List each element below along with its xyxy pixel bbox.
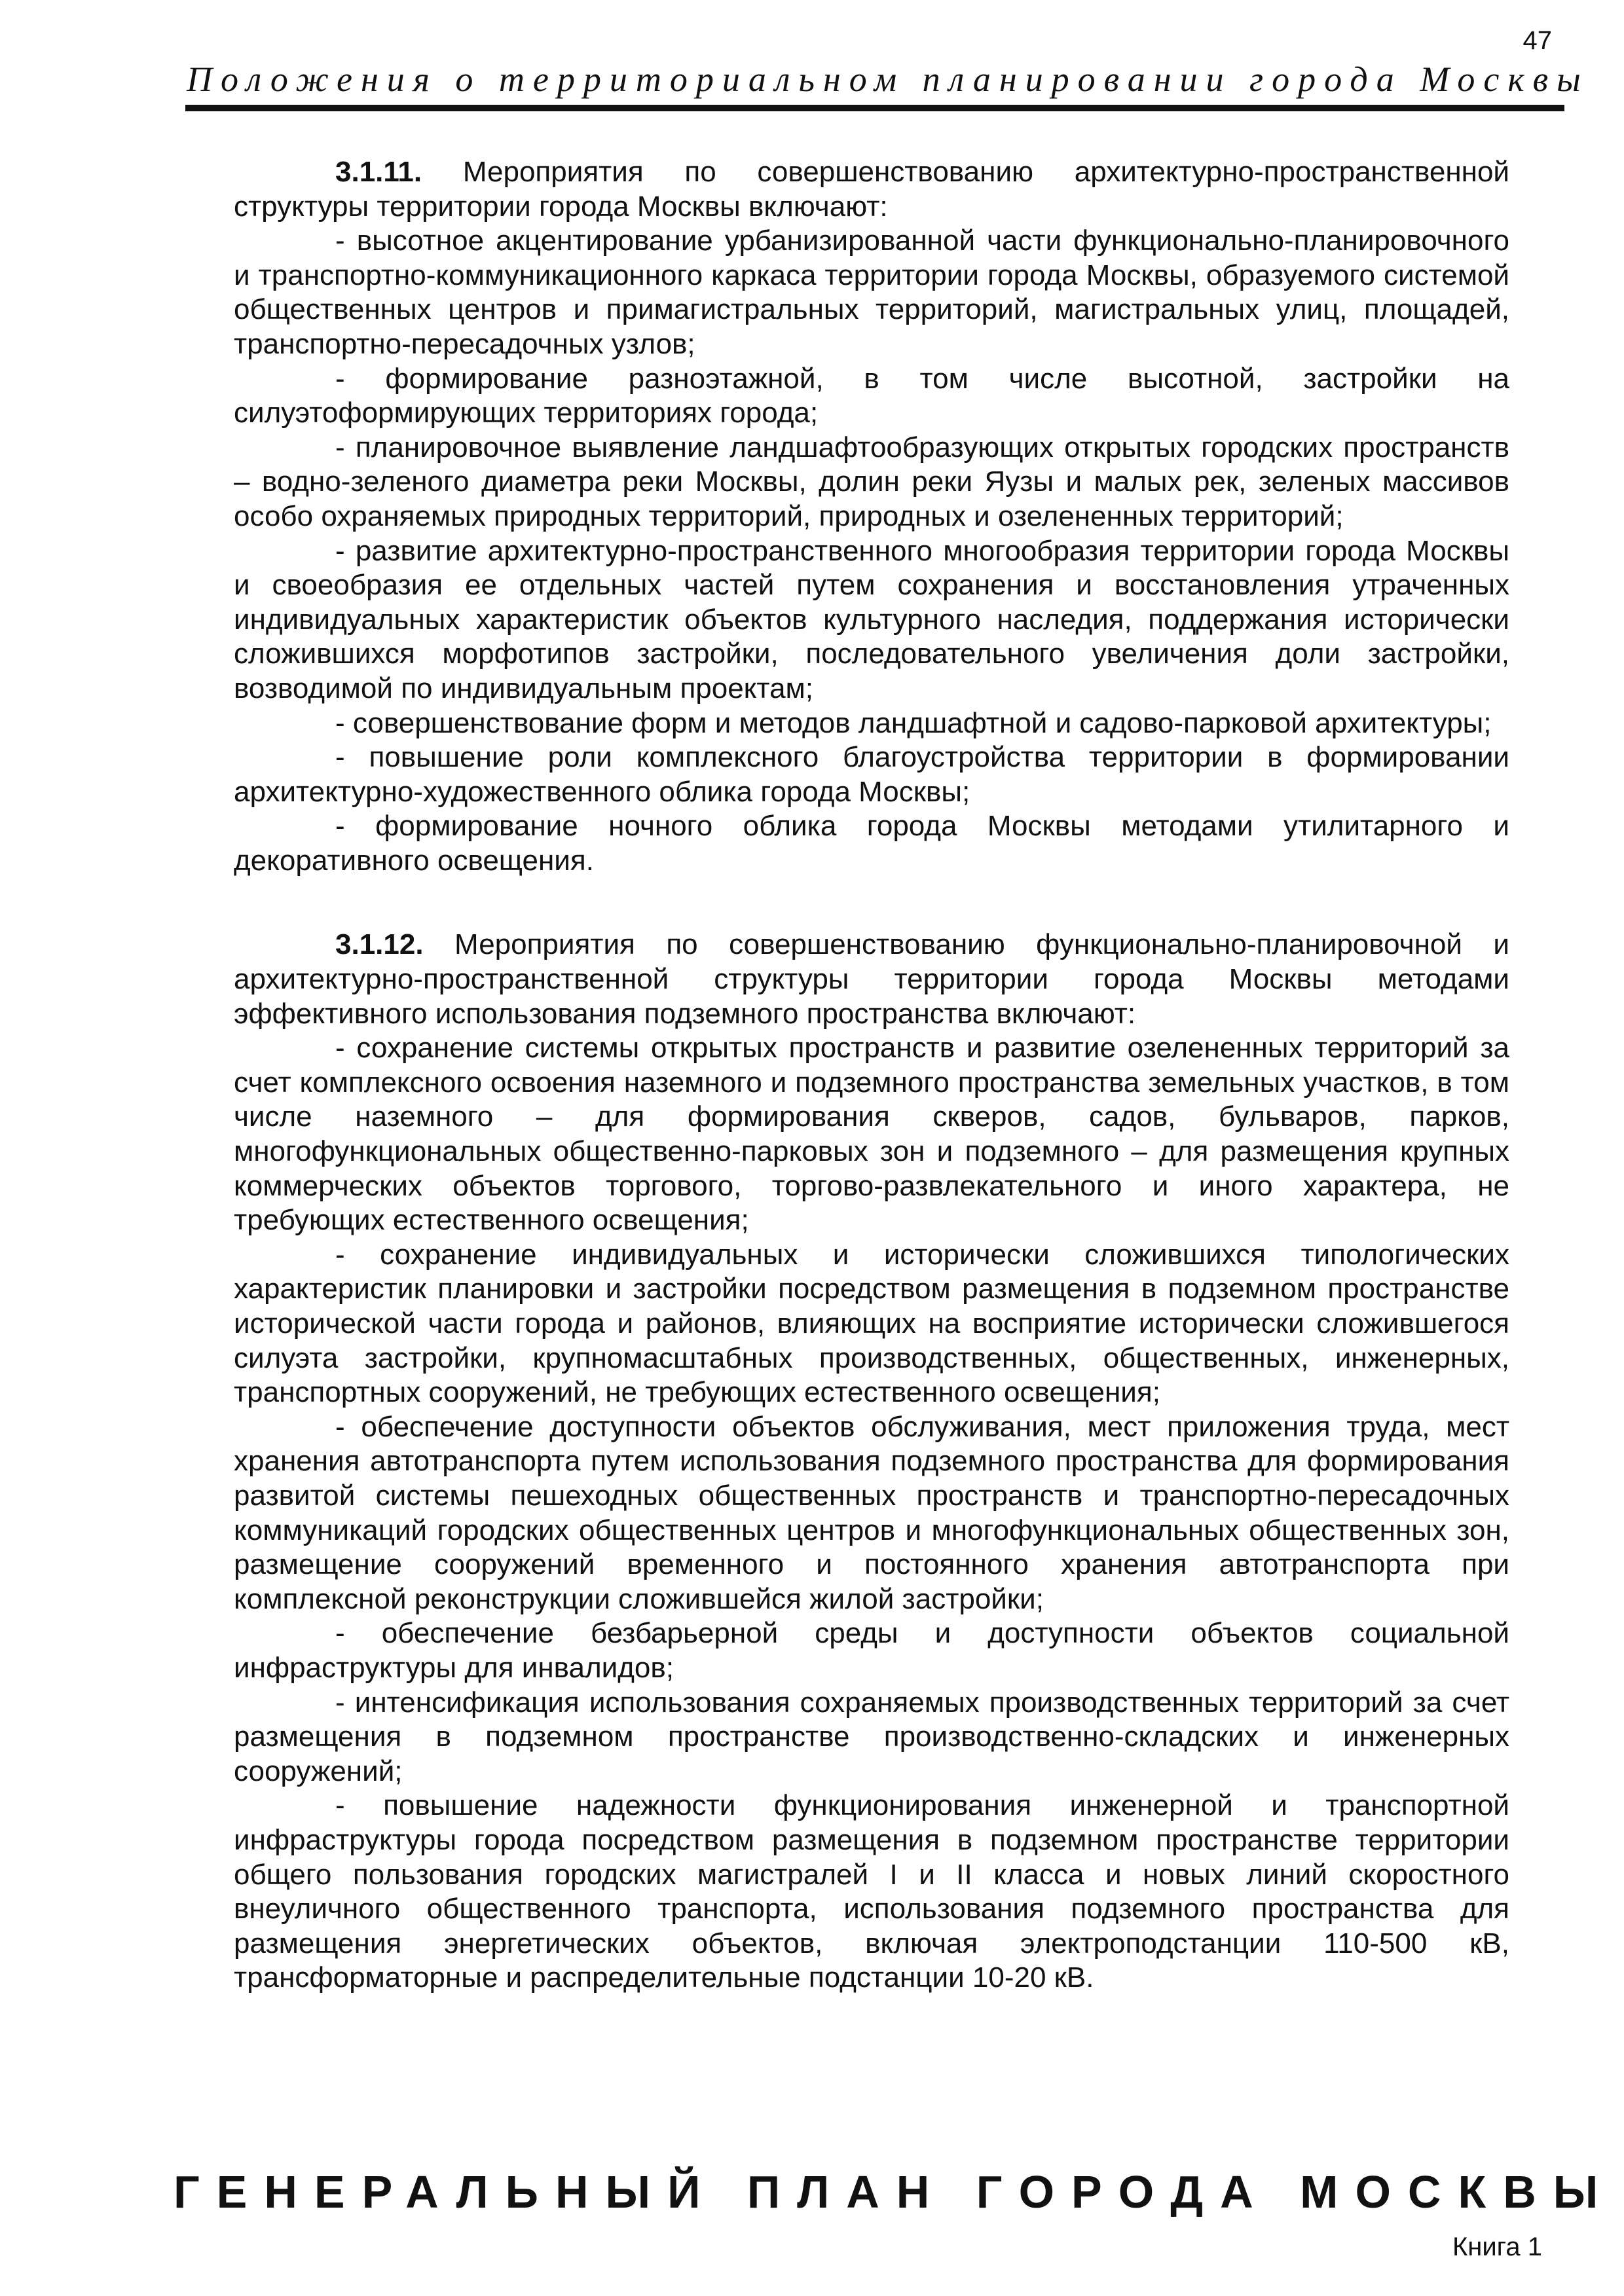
running-header: Положения о территориальном планировании города Москвы	[187, 60, 1589, 99]
list-item: - развитие архитектурно-пространственного многообразия территории города Москвы и своеобразия ее отдельных частей путем сохранения и восстановления утраченных индивидуальных характеристик объектов культурного наследия, поддержания исторически сложившихся морфотипов застройки, последовательного увеличения доли застройки, возводимой по индивидуальным проектам;	[234, 534, 1509, 704]
section-3-1-11-intro	[234, 155, 1509, 224]
section-gap	[234, 878, 1509, 928]
list-item: - формирование разноэтажной, в том числе высотной, застройки на силуэтоформирующих территориях города;	[234, 362, 1509, 429]
list-item: - сохранение системы открытых пространств и развитие озелененных территорий за счет комплексного освоения наземного и подземного пространства земельных участков, в том числе наземного – для формирования скверов, садов, бульваров, парков, многофункциональных общественно-парковых зон и подземного – для размещения крупных коммерческих объектов торгового, торгово-развлекательного и иного характера, не требующих естественного освещения;	[234, 1032, 1509, 1237]
list-item: - высотное акцентирование урбанизированной части функционально-планировочного и транспортно-коммуникационного каркаса территории города Москвы, образуемого системой общественных центров и примагистральных территорий, магистральных улиц, площадей, транспортно-пересадочных узлов;	[234, 225, 1509, 360]
page-number: 47	[1522, 26, 1552, 55]
list-item: - повышение надежности функционирования инженерной и транспортной инфраструктуры города посредством размещения в подземном пространстве территории общего пользования городских магистралей I и II класса и новых линий скоростного внеуличного общественного транспорта, использования подземного пространства для размещения энергетических объектов, включая электроподстанции 110-500 кВ, трансформаторные и распределительные подстанции 10-20 кВ.	[234, 1789, 1509, 1994]
list-item: - обеспечение доступности объектов обслуживания, мест приложения труда, мест хранения автотранспорта путем использования подземного пространства для формирования развитой системы пешеходных общественных пространств и транспортно-пересадочных коммуникаций городских общественных центров и многофункциональных общественных зон, размещение сооружений временного и постоянного хранения автотранспорта при комплексной реконструкции сложившейся жилой застройки;	[234, 1410, 1509, 1615]
section-intro-text: Мероприятия по совершенствованию архитектурно-пространственной структуры территории города Москвы включают:	[234, 156, 1509, 223]
footer-title: ГЕНЕРАЛЬНЫЙ ПЛАН ГОРОДА МОСКВЫ	[174, 2166, 1615, 2217]
list-item: - повышение роли комплексного благоустройства территории в формировании архитектурно-художественного облика города Москвы;	[234, 741, 1509, 808]
document-body	[234, 155, 1509, 1995]
list-item: - обеспечение безбарьерной среды и доступности объектов социальной инфраструктуры для инвалидов;	[234, 1617, 1509, 1684]
book-label: Книга 1	[1452, 2232, 1542, 2261]
list-item: - сохранение индивидуальных и исторически сложившихся типологических характеристик планировки и застройки посредством размещения в подземном пространстве исторической части города и районов, влияющих на восприятие исторически сложившегося силуэта застройки, крупномасштабных производственных, общественных, инженерных, транспортных сооружений, не требующих естественного освещения;	[234, 1238, 1509, 1409]
list-item: - планировочное выявление ландшафтообразующих открытых городских пространств – водно-зеленого диаметра реки Москвы, долин реки Яузы и малых рек, зеленых массивов особо охраняемых природных территорий, природных и озелененных территорий;	[234, 431, 1509, 532]
list-item: - совершенствование форм и методов ландшафтной и садово-парковой архитектуры;	[335, 706, 1492, 739]
list-item: - формирование ночного облика города Москвы методами утилитарного и декоративного освещения.	[234, 810, 1509, 877]
list-item: - интенсификация использования сохраняемых производственных территорий за счет размещения в подземном пространстве производственно-складских и инженерных сооружений;	[234, 1686, 1509, 1787]
section-3-1-12-intro	[234, 928, 1509, 1031]
section-intro-text: Мероприятия по совершенствованию функционально-планировочной и архитектурно-пространственной структуры территории города Москвы методами эффективного использования подземного пространства включают:	[234, 928, 1509, 1030]
section-number: 3.1.12.	[335, 928, 424, 961]
section-number: 3.1.11.	[335, 156, 422, 188]
header-rule	[185, 105, 1564, 111]
